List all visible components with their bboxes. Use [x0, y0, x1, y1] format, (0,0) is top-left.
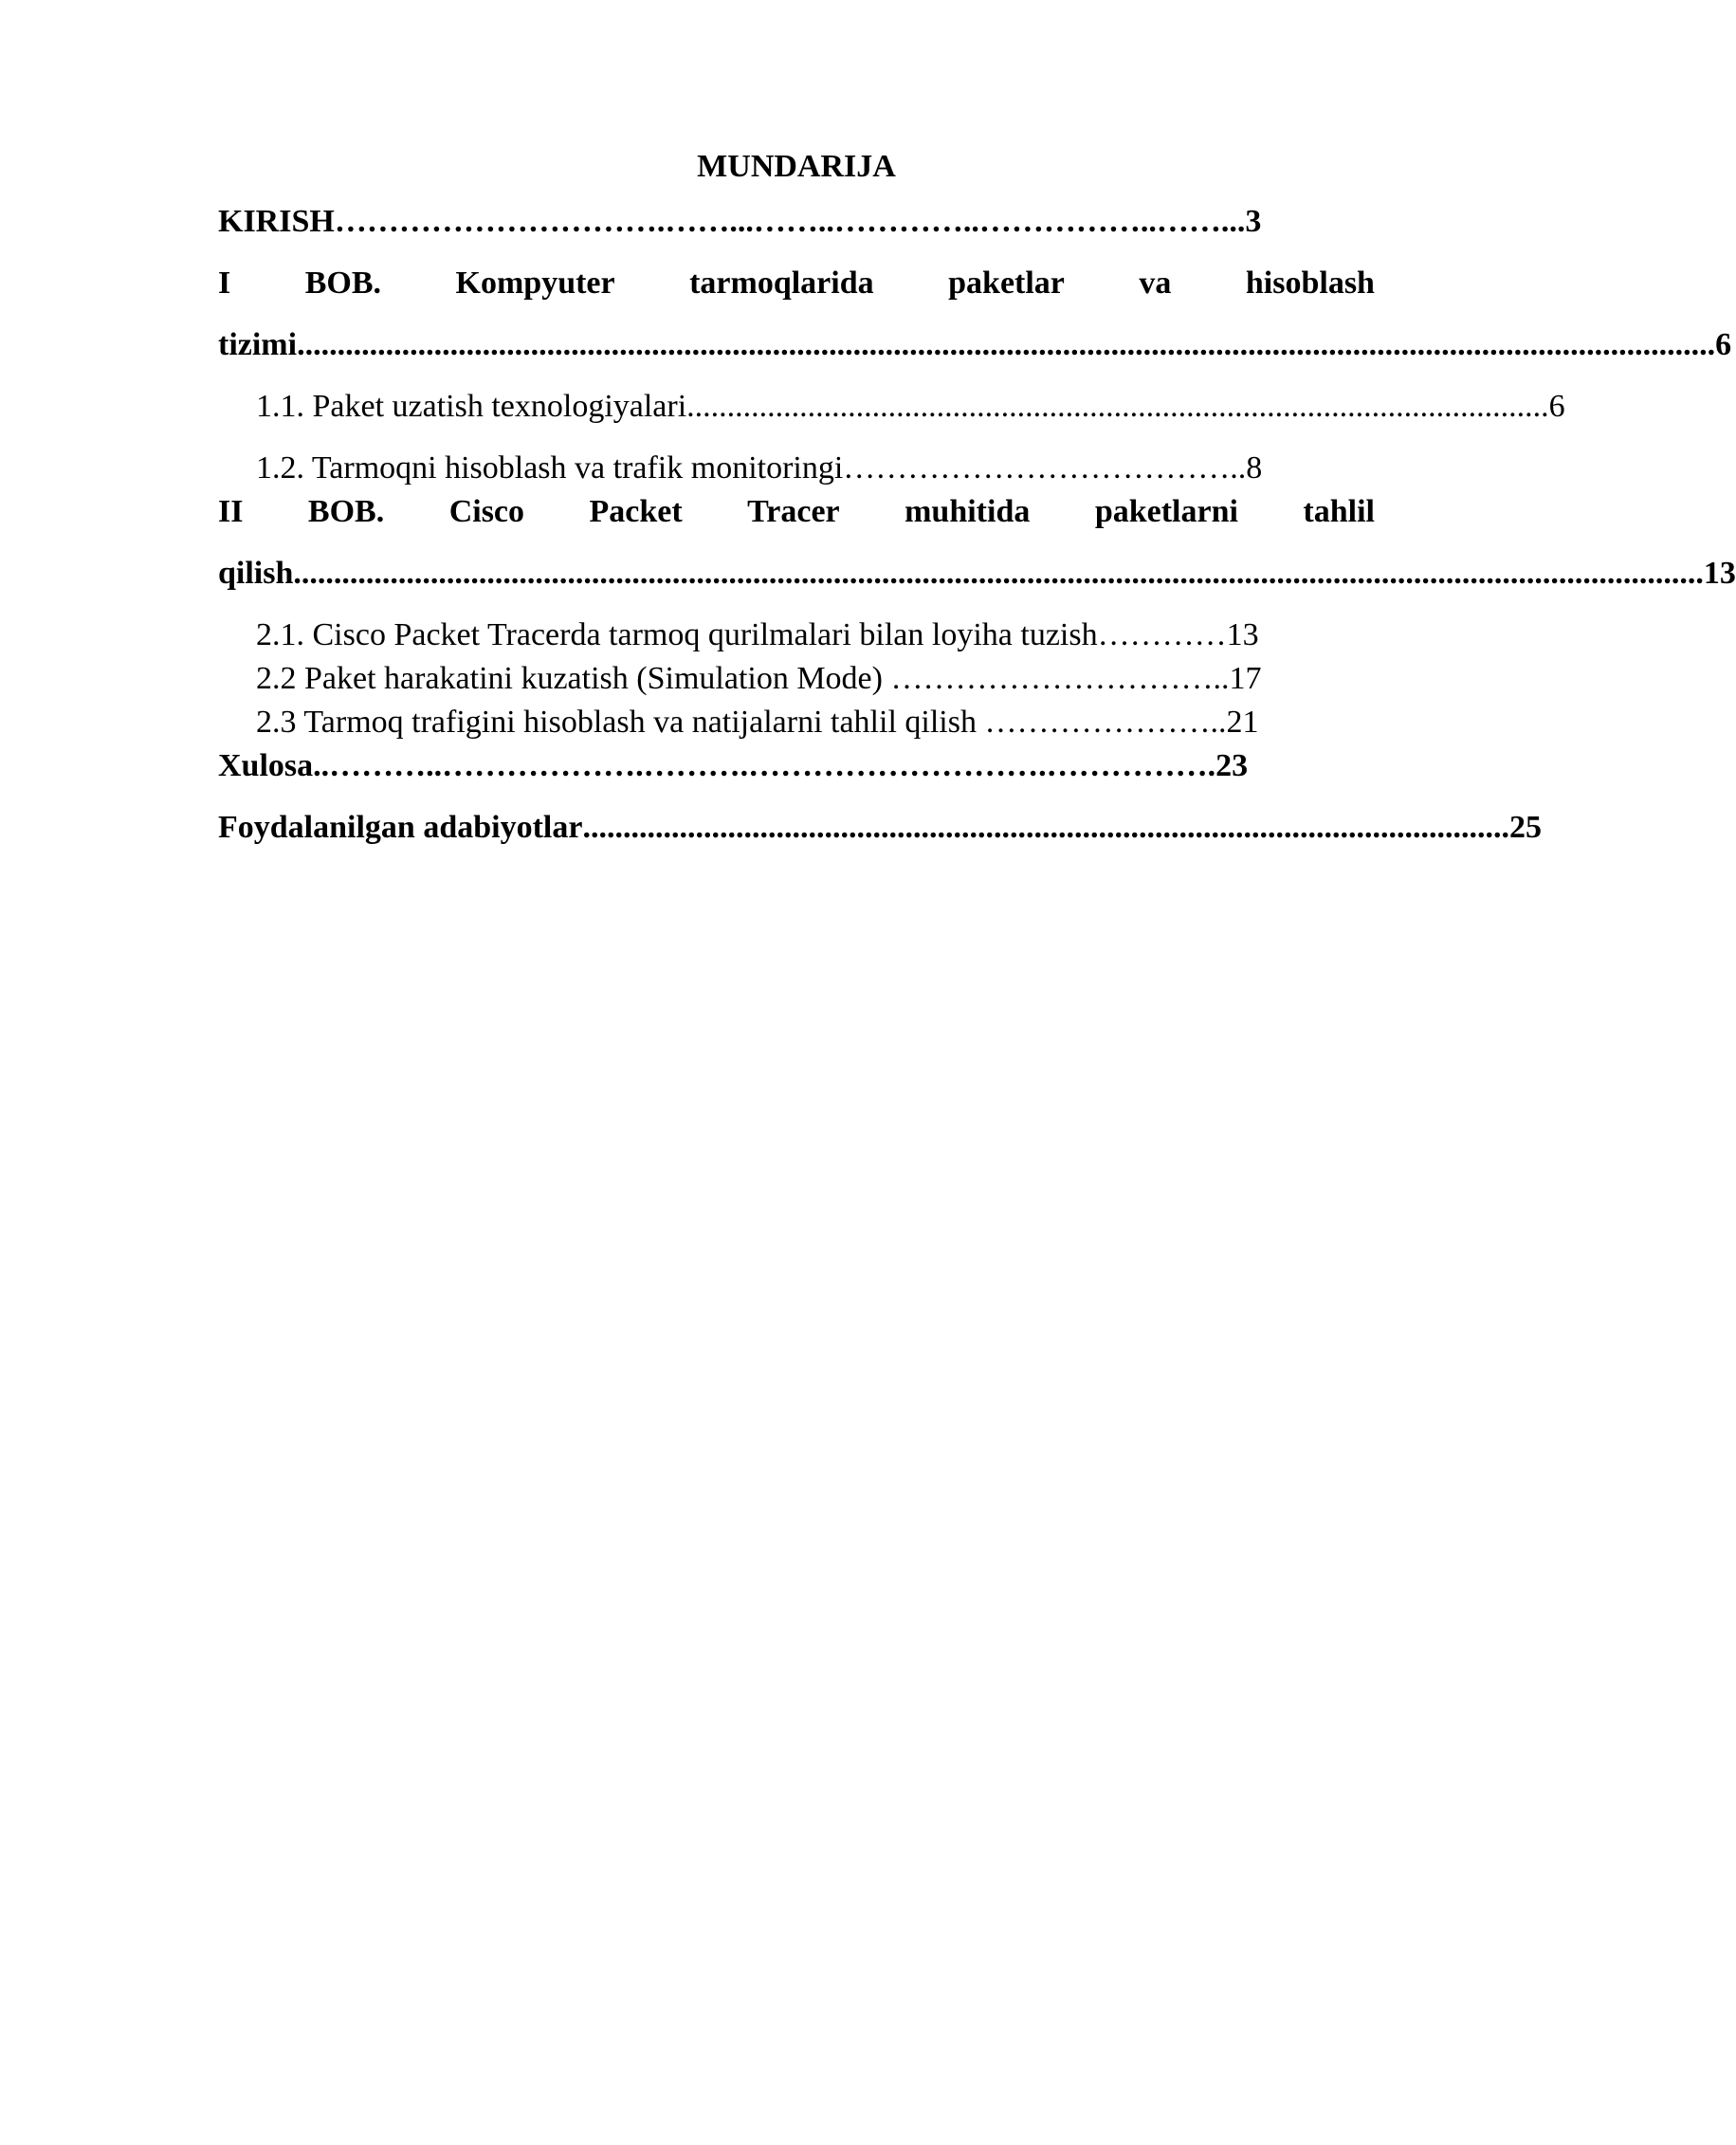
- toc-word: muhitida: [905, 494, 1031, 529]
- toc-entry-2-2: 2.2 Paket harakatini kuzatish (Simulation Mode) …………………………..17: [256, 661, 1262, 696]
- toc-word: I: [218, 266, 231, 301]
- toc-word: va: [1139, 266, 1172, 301]
- toc-page-number: .6: [1707, 327, 1732, 362]
- toc-word: Packet: [589, 494, 683, 529]
- toc-dot-leader: ...................................................................................................................: [582, 810, 1509, 845]
- toc-dot-leader: ...............................................................................................................................................................................: [293, 556, 1704, 591]
- toc-word: tarmoqlarida: [689, 266, 874, 301]
- toc-entry-2-1: 2.1. Cisco Packet Tracerda tarmoq qurilmalari bilan loyiha tuzish…………13: [256, 617, 1259, 652]
- toc-word: tahlil: [1303, 494, 1375, 529]
- toc-entry-1-1: [218, 386, 1565, 428]
- toc-entry-text: 1.1. Paket uzatish texnologiyalari: [256, 389, 687, 424]
- table-of-contents: [218, 142, 1736, 849]
- toc-entry-bob-1-line-2: [218, 324, 1732, 366]
- toc-entry-bob-2-line-2: [218, 553, 1736, 595]
- toc-dot-leader: ..........................................................................................................: [686, 389, 1542, 424]
- toc-word: Cisco: [448, 494, 525, 529]
- toc-dot-leader: ...............................................................................................................................................................................: [297, 327, 1708, 362]
- toc-entry-text: Foydalanilgan adabiyotlar: [218, 810, 583, 845]
- toc-entry-2-3: 2.3 Tarmoq trafigini hisoblash va natijalarni tahlil qilish …………………..21: [256, 705, 1259, 740]
- toc-entry-bob-1-line-1: [218, 263, 1375, 304]
- toc-word: hisoblash: [1245, 266, 1375, 301]
- toc-word: Kompyuter: [455, 266, 615, 301]
- toc-word: BOB.: [304, 266, 382, 301]
- toc-word: paketlarni: [1094, 494, 1238, 529]
- toc-entry-adabiyotlar: [218, 807, 1542, 849]
- toc-title: MUNDARIJA: [697, 149, 896, 184]
- toc-word: II: [218, 494, 244, 529]
- toc-word: Tracer: [747, 494, 840, 529]
- toc-entry-bob-2-line-1: [218, 491, 1375, 533]
- toc-entry-1-2: 1.2. Tarmoqni hisoblash va trafik monitoringi………………………………..8: [256, 450, 1263, 486]
- toc-page-number: 13: [1703, 556, 1736, 591]
- toc-entry-text: tizimi: [218, 327, 298, 362]
- toc-entry-bob-1: [218, 263, 1732, 366]
- toc-word: BOB.: [307, 494, 385, 529]
- toc-entry-kirish: KIRISH………………………….……...……..…………..……………..……...3: [218, 204, 1262, 239]
- toc-entry-xulosa: Xulosa..………..……………….……….……………………….…………….23: [218, 748, 1249, 783]
- toc-page-number: 25: [1508, 810, 1542, 845]
- toc-entry-bob-2: [218, 491, 1736, 595]
- toc-entry-text: qilish: [218, 556, 294, 591]
- toc-word: paketlar: [948, 266, 1065, 301]
- toc-page-number: .6: [1541, 389, 1565, 424]
